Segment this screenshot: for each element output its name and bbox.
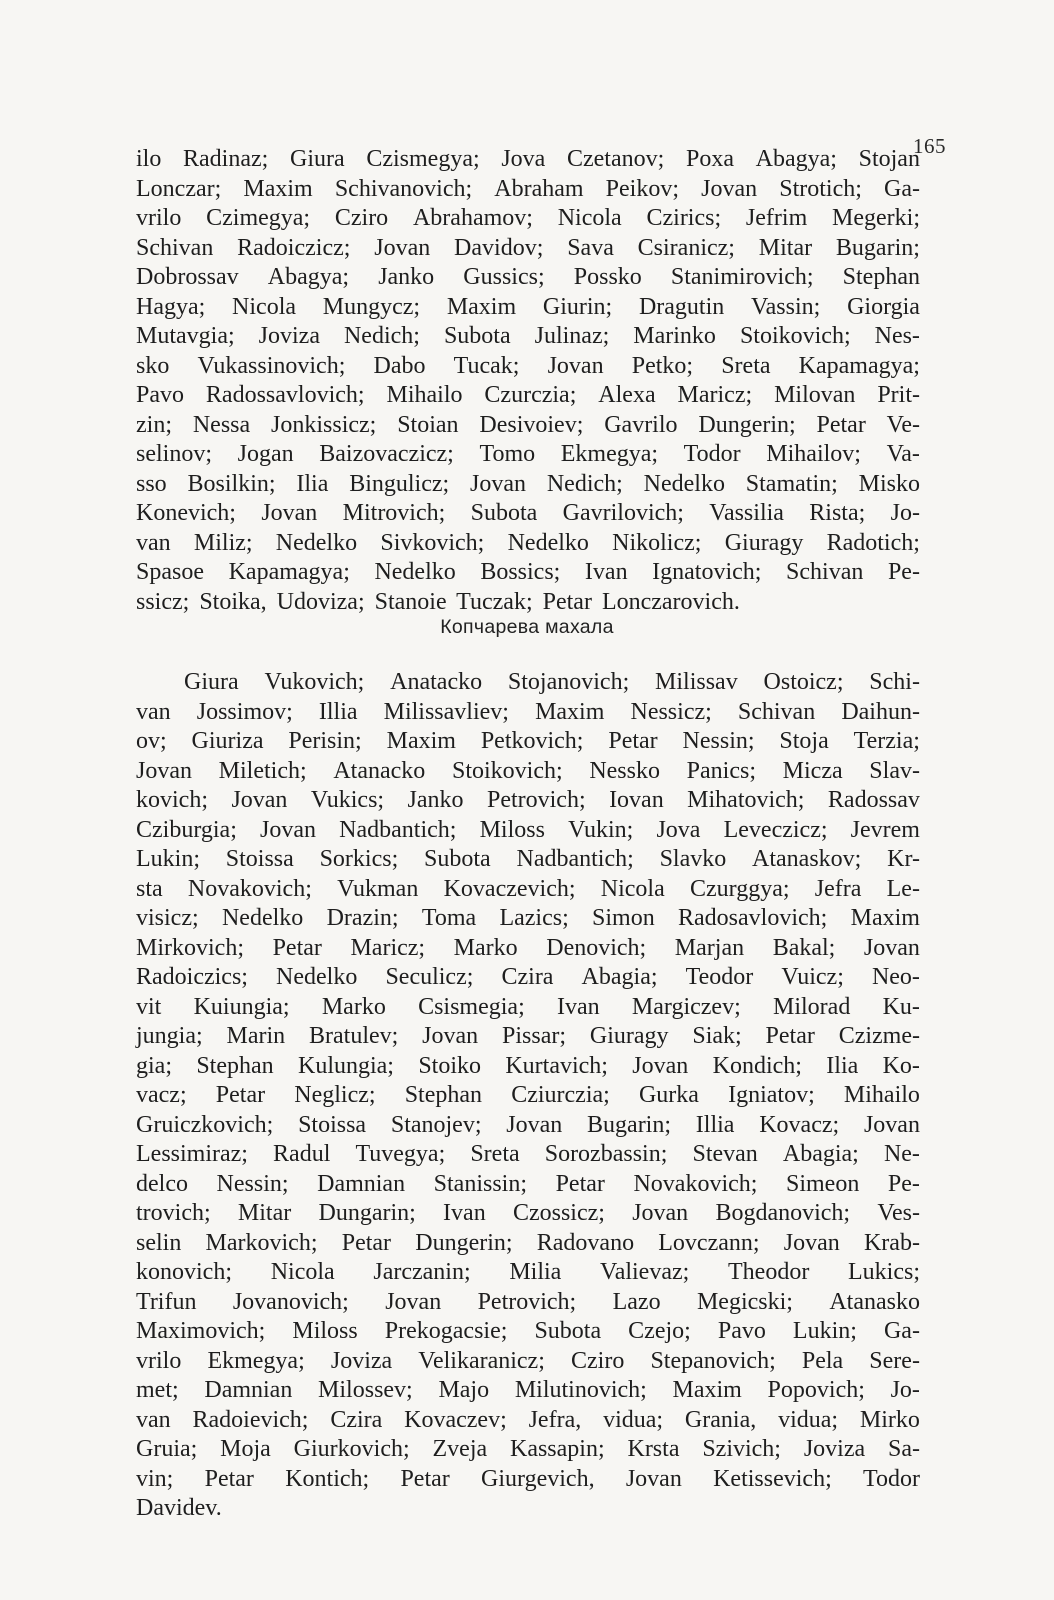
text-line: vit Kuiungia; Marko Csismegia; Ivan Margiczev; Milorad Ku- xyxy=(136,993,920,1020)
text-line: Hagya; Nicola Mungycz; Maxim Giurin; Dragutin Vassin; Giorgia xyxy=(136,293,920,320)
text-line: ov; Giuriza Perisin; Maxim Petkovich; Petar Nessin; Stoja Terzia; xyxy=(136,728,920,754)
text-line: Lonczar; Maxim Schivanovich; Abraham Peikov; Jovan Strotich; Ga- xyxy=(136,175,920,202)
text-line: sso Bosilkin; Ilia Bingulicz; Jovan Nedich; Nedelko Stamatin; Misko xyxy=(136,470,920,497)
text-line: met; Damnian Milossev; Majo Milutinovich; Maxim Popovich; Jo- xyxy=(136,1377,920,1403)
text-line: van Miliz; Nedelko Sivkovich; Nedelko Nikolicz; Giuragy Radotich; xyxy=(136,529,920,556)
paragraph-2 xyxy=(136,668,920,1524)
text-line: Cziburgia; Jovan Nadbantich; Miloss Vukin; Jova Leveczicz; Jevrem xyxy=(136,816,920,843)
text-line: zin; Nessa Jonkissicz; Stoian Desivoiev; Gavrilo Dungerin; Petar Ve- xyxy=(136,411,920,438)
text-line: delco Nessin; Damnian Stanissin; Petar Novakovich; Simeon Pe- xyxy=(136,1170,920,1197)
text-line: vrilo Czimegya; Cziro Abrahamov; Nicola Czirics; Jefrim Megerki; xyxy=(136,205,920,231)
text-line: kovich; Jovan Vukics; Janko Petrovich; Iovan Mihatovich; Radossav xyxy=(136,787,920,813)
text-line: Maximovich; Miloss Prekogacsie; Subota Czejo; Pavo Lukin; Ga- xyxy=(136,1318,920,1344)
text-line: Davidev. xyxy=(136,1495,222,1521)
text-line: selinov; Jogan Baizovaczicz; Tomo Ekmegya; Todor Mihailov; Va- xyxy=(136,441,920,467)
text-line: van Radoievich; Czira Kovaczev; Jefra, vidua; Grania, vidua; Mirko xyxy=(136,1406,920,1433)
text-line: visicz; Nedelko Drazin; Toma Lazics; Simon Radosavlovich; Maxim xyxy=(136,905,920,931)
text-line: sta Novakovich; Vukman Kovaczevich; Nicola Czurggya; Jefra Le- xyxy=(136,875,920,902)
text-line: ilo Radinaz; Giura Czismegya; Jova Czetanov; Poxa Abagya; Stojan xyxy=(136,146,920,172)
text-line: vacz; Petar Neglicz; Stephan Cziurczia; Gurka Igniatov; Mihailo xyxy=(136,1082,920,1108)
text-line: Trifun Jovanovich; Jovan Petrovich; Lazo Megicski; Atanasko xyxy=(136,1288,920,1315)
text-line: van Jossimov; Illia Milissavliev; Maxim Nessicz; Schivan Daihun- xyxy=(136,698,920,725)
text-line: Jovan Miletich; Atanacko Stoikovich; Nessko Panics; Micza Slav- xyxy=(136,757,920,784)
text-line: Dobrossav Abagya; Janko Gussics; Possko Stanimirovich; Stephan xyxy=(136,264,920,290)
text-line: Mutavgia; Joviza Nedich; Subota Julinaz; Marinko Stoikovich; Nes- xyxy=(136,323,920,349)
text-line: Mirkovich; Petar Maricz; Marko Denovich; Marjan Bakal; Jovan xyxy=(136,934,920,961)
text-line: Radoiczics; Nedelko Seculicz; Czira Abagia; Teodor Vuicz; Neo- xyxy=(136,964,920,990)
text-line: vin; Petar Kontich; Petar Giurgevich, Jovan Ketissevich; Todor xyxy=(136,1465,920,1492)
text-line: Gruiczkovich; Stoissa Stanojev; Jovan Bugarin; Illia Kovacz; Jovan xyxy=(136,1111,920,1138)
paragraph-1 xyxy=(136,145,920,617)
text-line: Pavo Radossavlovich; Mihailo Czurczia; Alexa Maricz; Milovan Prit- xyxy=(136,382,920,408)
text-line: trovich; Mitar Dungarin; Ivan Czossicz; Jovan Bogdanovich; Ves- xyxy=(136,1200,920,1226)
text-line: Spasoe Kapamagya; Nedelko Bossics; Ivan Ignatovich; Schivan Pe- xyxy=(136,559,920,585)
text-line: Schivan Radoiczicz; Jovan Davidov; Sava Csiranicz; Mitar Bugarin; xyxy=(136,234,920,261)
text-line: selin Markovich; Petar Dungerin; Radovano Lovczann; Jovan Krab- xyxy=(136,1229,920,1256)
text-line: Lukin; Stoissa Sorkics; Subota Nadbantich; Slavko Atanaskov; Kr- xyxy=(136,846,920,872)
text-line: Lessimiraz; Radul Tuvegya; Sreta Sorozbassin; Stevan Abagia; Ne- xyxy=(136,1141,920,1167)
page-number: 165 xyxy=(913,134,946,158)
text-line: vrilo Ekmegya; Joviza Velikaranicz; Cziro Stepanovich; Pela Sere- xyxy=(136,1347,920,1374)
text-line: gia; Stephan Kulungia; Stoiko Kurtavich; Jovan Kondich; Ilia Ko- xyxy=(136,1052,920,1079)
text-line: jungia; Marin Bratulev; Jovan Pissar; Giuragy Siak; Petar Czizme- xyxy=(136,1023,920,1049)
text-line: Gruia; Moja Giurkovich; Zveja Kassapin; Krsta Szivich; Joviza Sa- xyxy=(136,1436,920,1462)
section-heading: Копчарева махала xyxy=(440,616,614,638)
text-line: Giura Vukovich; Anatacko Stojanovich; Milissav Ostoicz; Schi- xyxy=(184,669,920,695)
text-line: ssicz; Stoika, Udoviza; Stanoie Tuczak; Petar Lonczarovich. xyxy=(136,588,740,615)
text-line: sko Vukassinovich; Dabo Tucak; Jovan Petko; Sreta Kapamagya; xyxy=(136,352,920,379)
text-line: konovich; Nicola Jarczanin; Milia Valievaz; Theodor Lukics; xyxy=(136,1259,920,1285)
text-line: Konevich; Jovan Mitrovich; Subota Gavrilovich; Vassilia Rista; Jo- xyxy=(136,500,920,526)
